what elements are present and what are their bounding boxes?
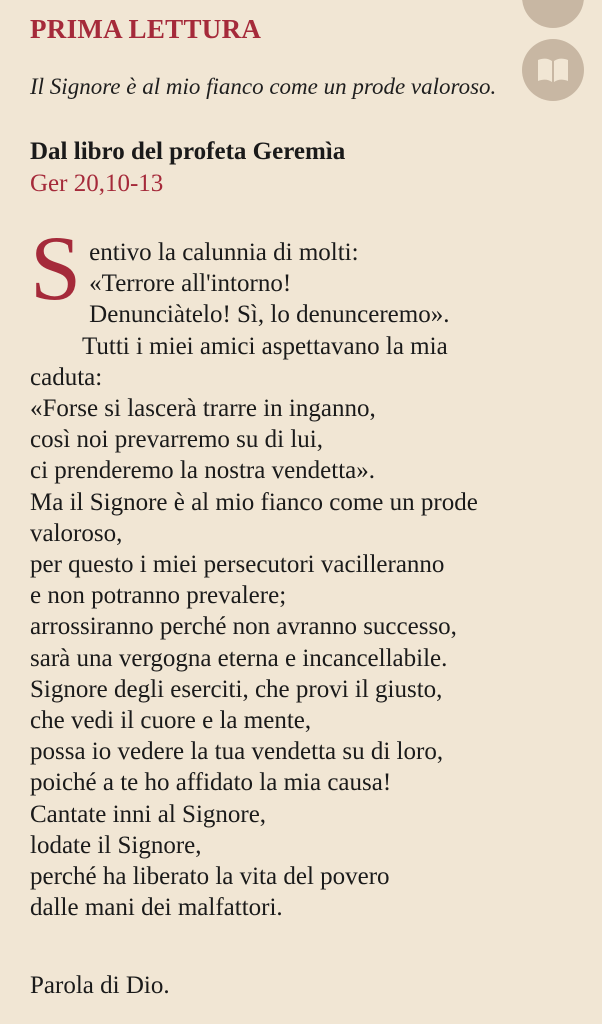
section-title: PRIMA LETTURA <box>30 14 262 44</box>
reading-line: poiché a te ho affidato la mia causa! <box>30 769 392 797</box>
reading-line: Signore degli eserciti, che provi il giusto, <box>30 675 443 703</box>
reading-line: Ma il Signore è al mio fianco come un prode <box>30 488 478 516</box>
drop-cap: S <box>30 217 82 319</box>
reading-line: valoroso, <box>30 519 123 547</box>
reading-line: possa io vedere la tua vendetta su di loro, <box>30 738 444 766</box>
top-action-button[interactable] <box>522 0 584 28</box>
reading-line: Cantate inni al Signore, <box>30 800 267 828</box>
reading-line: perché ha liberato la vita del povero <box>30 863 390 891</box>
reading-line: «Forse si lascerà trarre in inganno, <box>30 395 376 423</box>
reading-line: dalle mani dei malfattori. <box>30 894 283 922</box>
closing-acclamation: Parola di Dio. <box>30 972 170 999</box>
reading-line: che vedi il cuore e la mente, <box>30 707 312 735</box>
scripture-reference: Ger 20,10-13 <box>30 170 164 197</box>
reading-line: per questo i miei persecutori vacilleranno <box>30 551 445 579</box>
reading-line: e non potranno prevalere; <box>30 582 287 610</box>
reading-text <box>30 217 580 923</box>
antiphon: Il Signore è al mio fianco come un prode valoroso. <box>30 74 497 99</box>
reading-line: entivo la calunnia di molti: <box>89 239 359 266</box>
reading-line: sarà una vergogna eterna e incancellabile. <box>30 644 448 672</box>
book-title: Dal libro del profeta Geremìa <box>30 138 346 165</box>
reading-line: arrossiranno perché non avranno successo, <box>30 613 457 641</box>
book-button[interactable] <box>522 39 584 101</box>
reading-line: Tutti i miei amici aspettavano la mia <box>82 332 448 360</box>
reading-line: lodate il Signore, <box>30 831 202 859</box>
reading-line: caduta: <box>30 363 103 391</box>
reading-line: «Terrore all'intorno! <box>89 270 292 298</box>
reading-line: così noi prevarremo su di lui, <box>30 426 323 454</box>
reading-line: ci prenderemo la nostra vendetta». <box>30 457 375 485</box>
book-icon <box>536 56 570 84</box>
reading-line: Denunciàtelo! Sì, lo denunceremo». <box>89 301 450 329</box>
